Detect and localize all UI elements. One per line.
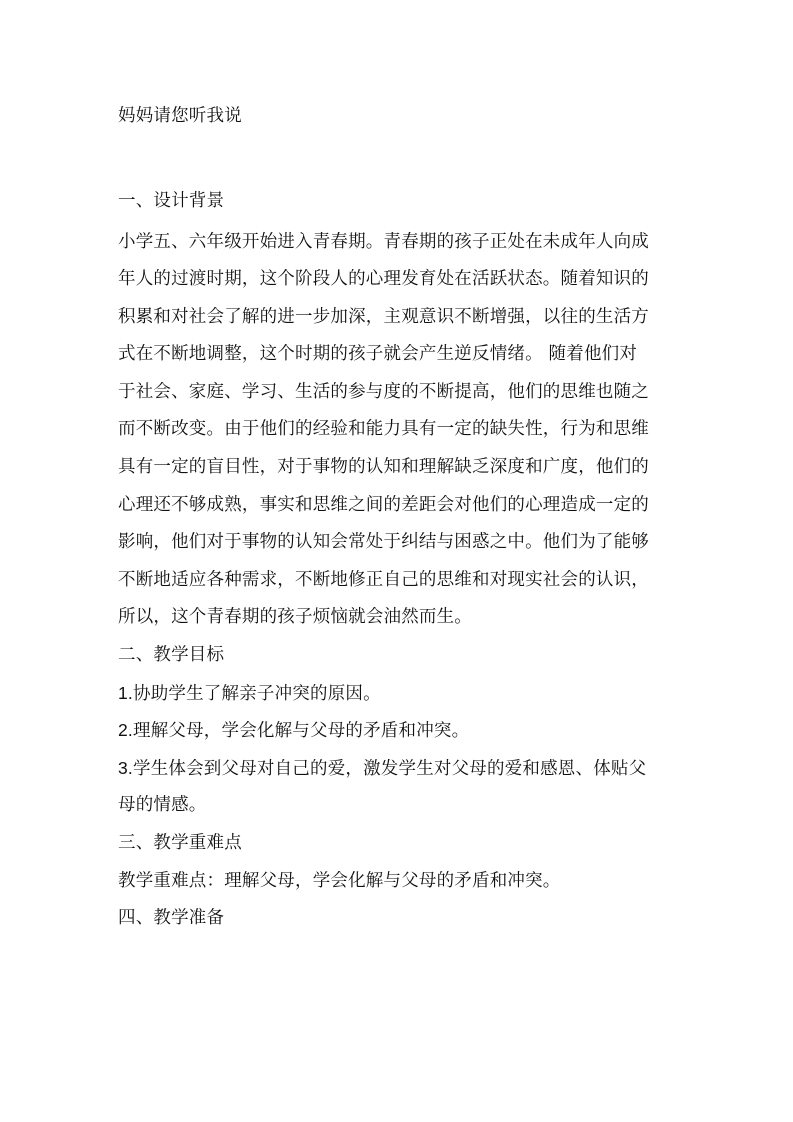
objective-item-1 xyxy=(118,682,381,705)
paragraph-line: 积累和对社会了解的进一步加深，主观意识不断增强，以往的生活方 xyxy=(118,307,649,327)
section-heading-objectives: 二、教学目标 xyxy=(118,645,225,665)
key-points-text: 教学重难点：理解父母，学会化解与父母的矛盾和冲突。 xyxy=(118,871,561,891)
section-heading-background: 一、设计背景 xyxy=(118,191,225,211)
paragraph-line: 具有一定的盲目性，对于事物的认知和理解缺乏深度和广度，他们的 xyxy=(118,457,649,477)
document-title: 妈妈请您听我说 xyxy=(118,106,242,126)
paragraph-line: 式在不断地调整，这个时期的孩子就会产生逆反情绪。 随着他们对 xyxy=(118,344,638,364)
objective-item-3-continuation: 母的情感。 xyxy=(118,795,207,815)
paragraph-line: 于社会、家庭、学习、生活的参与度的不断提高，他们的思维也随之 xyxy=(118,382,649,402)
paragraph-line: 所以，这个青春期的孩子烦恼就会油然而生。 xyxy=(118,607,472,627)
section-heading-preparation: 四、教学准备 xyxy=(118,908,225,928)
item-text: 学生体会到父母对自己的爱，激发学生对父母的爱和感恩、体贴父 xyxy=(133,759,647,779)
item-text: 理解父母，学会化解与父母的矛盾和冲突。 xyxy=(133,721,470,741)
item-number: 1. xyxy=(118,683,133,703)
objective-item-2 xyxy=(118,719,469,742)
paragraph-line: 而不断改变。由于他们的经验和能力具有一定的缺失性，行为和思维 xyxy=(118,419,649,439)
section-heading-key-points: 三、教学重难点 xyxy=(118,833,242,853)
paragraph-line: 年人的过渡时期，这个阶段人的心理发育处在活跃状态。随着知识的 xyxy=(118,269,649,289)
paragraph-line: 影响，他们对于事物的认知会常处于纠结与困惑之中。他们为了能够 xyxy=(118,532,649,552)
item-text: 协助学生了解亲子冲突的原因。 xyxy=(133,684,381,704)
item-number: 2. xyxy=(118,720,133,740)
item-number: 3. xyxy=(118,758,133,778)
paragraph-line: 不断地适应各种需求，不断地修正自己的思维和对现实社会的认识， xyxy=(118,570,649,590)
objective-item-3 xyxy=(118,757,646,780)
paragraph-line: 小学五、六年级开始进入青春期。青春期的孩子正处在未成年人向成 xyxy=(118,232,649,252)
paragraph-line: 心理还不够成熟，事实和思维之间的差距会对他们的心理造成一定的 xyxy=(118,495,649,515)
